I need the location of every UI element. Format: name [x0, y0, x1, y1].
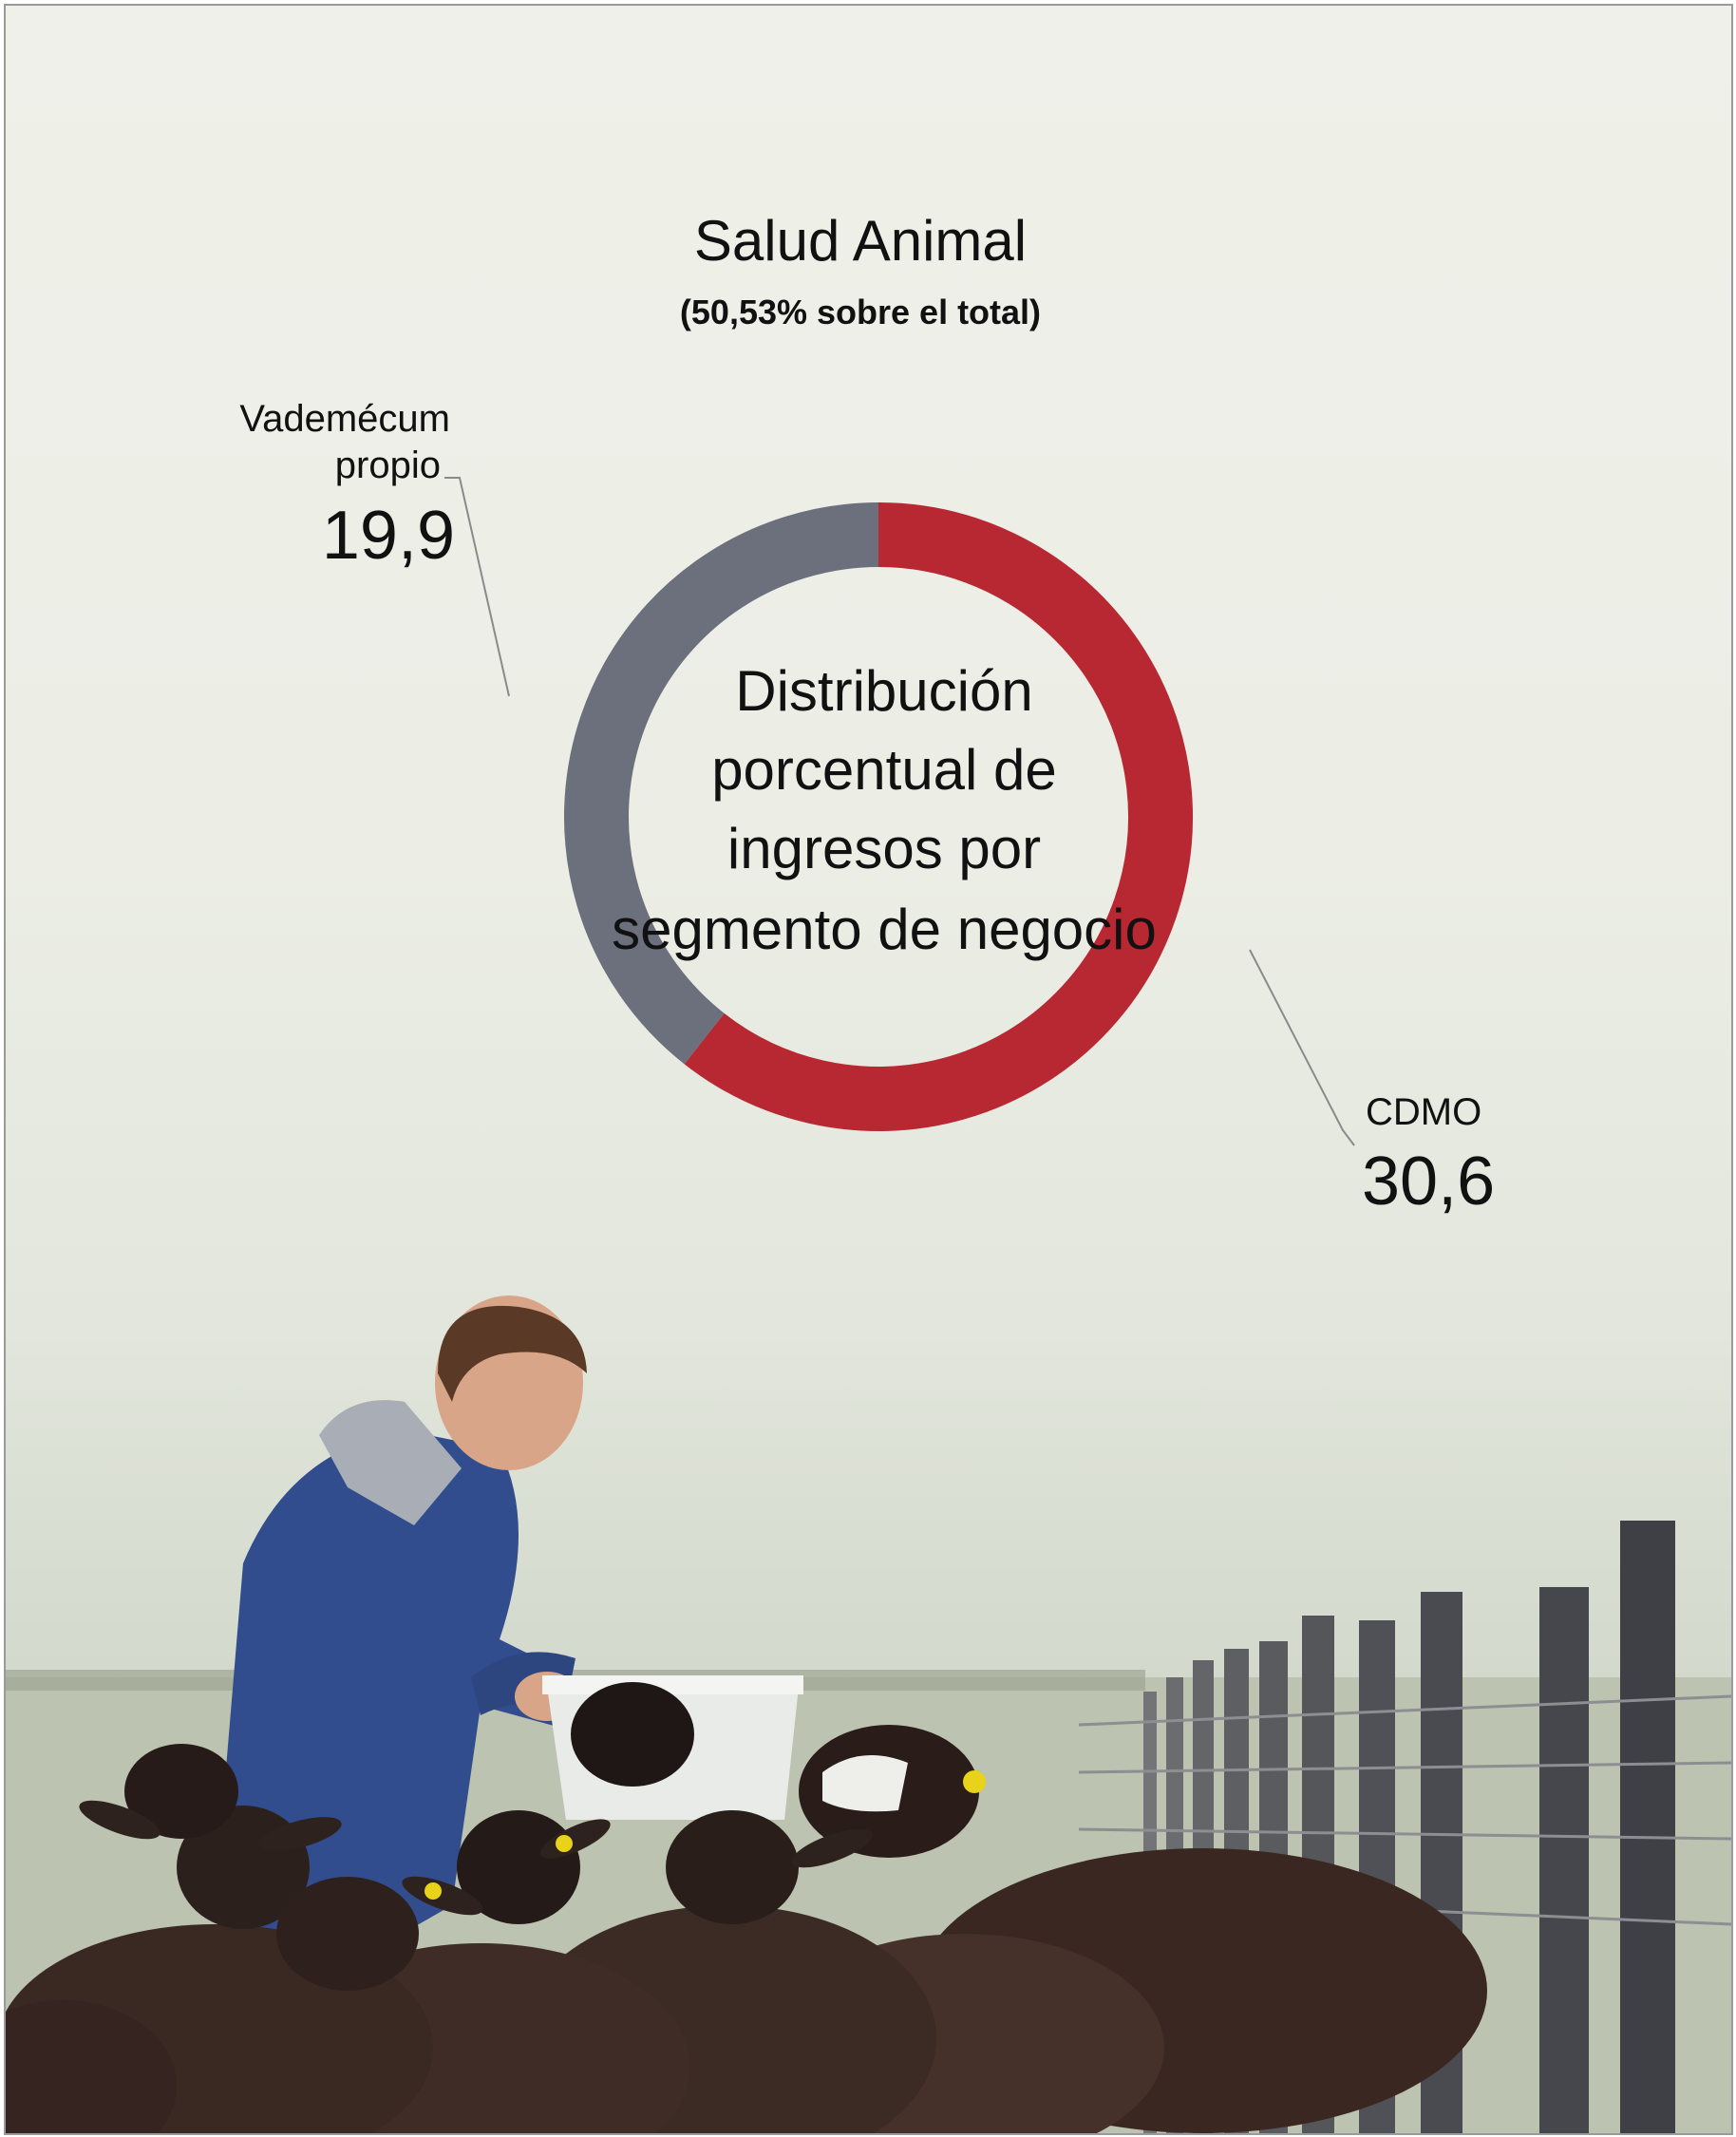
fence-post: [1620, 1521, 1675, 2133]
chart-subtitle: (50,53% sobre el total): [679, 293, 1042, 331]
label-vademecum-value: 19,9: [321, 498, 455, 574]
label-cdmo-value: 30,6: [1362, 1144, 1496, 1220]
label-vademecum-line-2: propio: [334, 444, 441, 486]
sheep-head: [276, 1877, 419, 1991]
leader-line-cdmo: [1250, 950, 1354, 1145]
chart-title: Salud Animal: [693, 209, 1028, 273]
center-line-1: Distribución: [735, 659, 1033, 723]
center-label: [612, 659, 1157, 961]
sheep-head: [666, 1810, 799, 1924]
label-cdmo-line-1: CDMO: [1366, 1091, 1482, 1133]
sheep-ear-tag: [963, 1770, 986, 1793]
sheep-ear-tag: [556, 1835, 573, 1852]
label-vademecum: [239, 398, 455, 574]
center-line-3: ingresos por: [726, 817, 1042, 880]
donut-chart: [6, 6, 1731, 2133]
label-vademecum-line-1: Vademécum: [239, 398, 450, 440]
center-line-4: segmento de negocio: [612, 898, 1157, 961]
farm-photo: [6, 1295, 1731, 2133]
center-line-2: porcentual de: [711, 738, 1057, 802]
infographic: [4, 4, 1733, 2135]
sheep-head: [571, 1682, 694, 1787]
bucket-rim: [542, 1675, 803, 1694]
sheep-ear-tag: [425, 1882, 442, 1900]
fence-post: [1539, 1587, 1589, 2133]
label-cdmo: [1362, 1091, 1495, 1220]
